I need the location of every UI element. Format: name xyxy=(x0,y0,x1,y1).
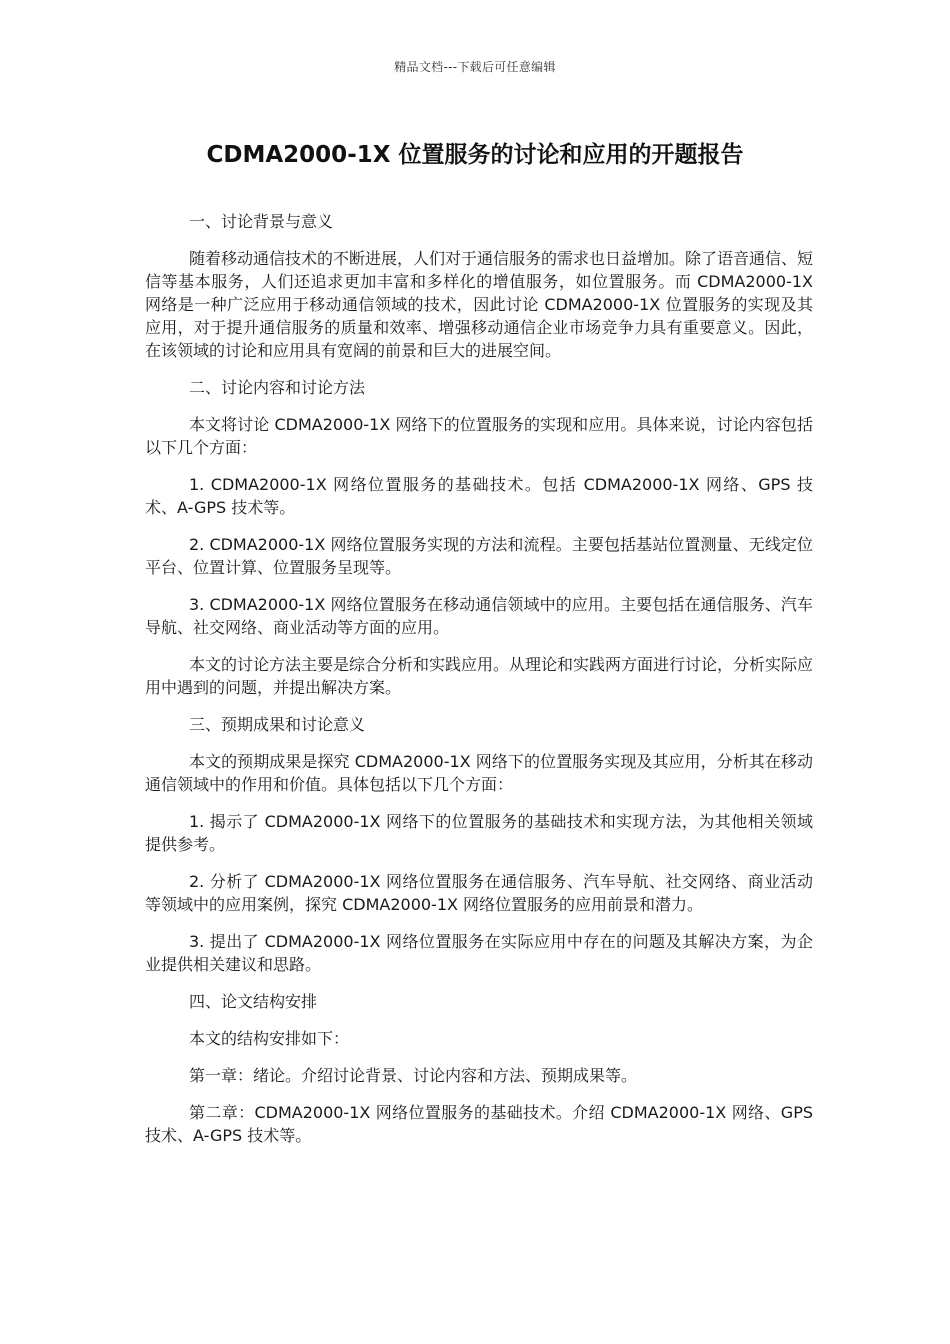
paragraph: 本文的预期成果是探究 CDMA2000-1X 网络下的位置服务实现及其应用，分析其在移动通信领域中的作用和价值。具体包括以下几个方面： xyxy=(145,752,813,794)
list-item: 1. CDMA2000-1X 网络位置服务的基础技术。包括 CDMA2000-1X 网络、GPS 技术、A-GPS 技术等。 xyxy=(145,475,813,517)
paragraph: 本文的讨论方法主要是综合分析和实践应用。从理论和实践两方面进行讨论，分析实际应用中遇到的问题，并提出解决方案。 xyxy=(145,655,814,697)
document-title: CDMA2000-1X 位置服务的讨论和应用的开题报告 xyxy=(206,142,744,168)
list-item: 2. CDMA2000-1X 网络位置服务实现的方法和流程。主要包括基站位置测量、无线定位平台、位置计算、位置服务呈现等。 xyxy=(145,535,813,577)
chapter-item: 第二章：CDMA2000-1X 网络位置服务的基础技术。介绍 CDMA2000-1X 网络、GPS 技术、A-GPS 技术等。 xyxy=(145,1103,813,1145)
paragraph: 本文将讨论 CDMA2000-1X 网络下的位置服务的实现和应用。具体来说，讨论内容包括以下几个方面： xyxy=(145,415,813,457)
section-heading: 二、讨论内容和讨论方法 xyxy=(189,378,366,397)
section-heading: 一、讨论背景与意义 xyxy=(189,212,334,231)
list-item: 3. 提出了 CDMA2000-1X 网络位置服务在实际应用中存在的问题及其解决方案，为企业提供相关建议和思路。 xyxy=(145,932,813,974)
section-heading: 四、论文结构安排 xyxy=(189,992,318,1011)
paragraph: 随着移动通信技术的不断进展，人们对于通信服务的需求也日益增加。除了语音通信、短信等基本服务，人们还追求更加丰富和多样化的增值服务，如位置服务。而 CDMA2000-1X 网络是一种广泛应用于移动通信领域的技术，因此讨论 CDMA2000-1X 位置服务的实现及其应用，对于提升通信服务的质量和效率、增强移动通信企业市场竞争力具有重要意义。因此，在该领域的讨论和应用具有宽阔的前景和巨大的进展空间。 xyxy=(145,249,814,360)
document-body xyxy=(145,210,813,1161)
paragraph: 本文的结构安排如下： xyxy=(189,1029,350,1048)
list-item: 1. 揭示了 CDMA2000-1X 网络下的位置服务的基础技术和实现方法，为其他相关领域提供参考。 xyxy=(145,812,813,854)
chapter-item: 第一章：绪论。介绍讨论背景、讨论内容和方法、预期成果等。 xyxy=(189,1066,638,1085)
list-item: 3. CDMA2000-1X 网络位置服务在移动通信领域中的应用。主要包括在通信服务、汽车导航、社交网络、商业活动等方面的应用。 xyxy=(145,595,813,637)
list-item: 2. 分析了 CDMA2000-1X 网络位置服务在通信服务、汽车导航、社交网络、商业活动等领域中的应用案例，探究 CDMA2000-1X 网络位置服务的应用前景和潜力。 xyxy=(145,872,813,914)
header-note: 精品文档---下载后可任意编辑 xyxy=(394,60,556,74)
section-heading: 三、预期成果和讨论意义 xyxy=(189,715,366,734)
